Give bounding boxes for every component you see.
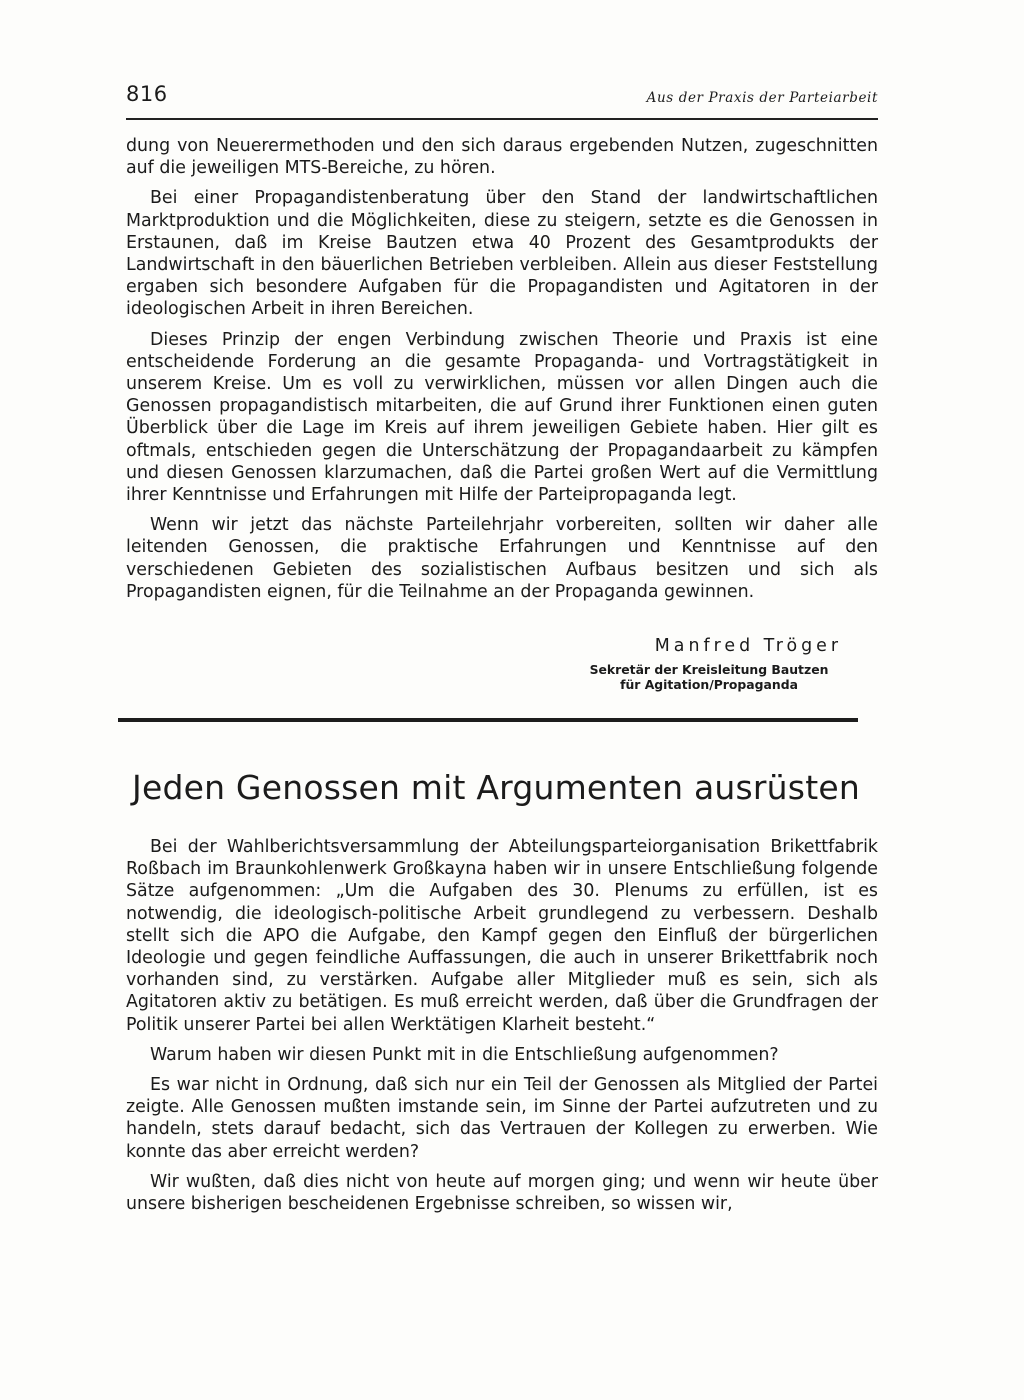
paragraph: Warum haben wir diesen Punkt mit in die Entschließung aufgenommen?: [150, 1044, 779, 1065]
paragraph: Wir wußten, daß dies nicht von heute auf morgen ging; und wenn wir heute über unsere bisherigen bescheidenen Ergebnisse schreiben, so wissen wir,: [126, 1171, 878, 1215]
paragraph: Es war nicht in Ordnung, daß sich nur ein Teil der Genossen als Mitglied der Partei zeigte. Alle Genossen mußten imstande sein, im Sinne der Partei aufzutreten und zu handeln, stets darauf bedacht, sich das Vertrauen der Kollegen zu erwerben. Wie konnte das aber erreicht werden?: [126, 1075, 878, 1162]
author-role-line: für Agitation/Propaganda: [620, 677, 798, 692]
author-signature: [560, 636, 842, 692]
article-2-title: Jeden Genossen mit Argumenten ausrüsten: [132, 768, 860, 807]
paragraph: Bei der Wahlberichtsversammlung der Abteilungsparteiorganisation Brikettfabrik Roßbach im Braunkohlenwerk Großkayna haben wir in unsere Entschließung folgende Sätze aufgenommen: „Um die Aufgaben des 30. Plenums zu erfüllen, ist es notwendig, die ideologisch-politische Arbeit grundlegend zu verbessern. Deshalb stellt sich die APO die Aufgabe, den Kampf gegen den Einfluß der bürgerlichen Ideologie und gegen feindliche Auffassungen, die auch in unserer Brikettfabrik noch vorhanden sind, zu verstärken. Aufgabe aller Mitglieder muß es sein, sich als Agitatoren aktiv zu betätigen. Es muß erreicht werden, daß über die Grundfragen der Politik unserer Partei bei allen Werktätigen Klarheit besteht.“: [126, 837, 878, 1035]
paragraph: Bei einer Propagandistenberatung über den Stand der landwirtschaftlichen Marktproduktion und die Möglichkeiten, diese zu steigern, setzte es die Genossen in Erstaunen, daß im Kreise Bautzen etwa 40 Prozent des Gesamtprodukts der Landwirtschaft in den bäuerlichen Betrieben verbleiben. Allein aus dieser Feststellung ergaben sich besondere Aufgaben für die Propagandisten und Agitatoren in der ideologischen Arbeit in ihren Bereichen.: [126, 188, 878, 320]
author-role: [560, 662, 842, 692]
article-1-body: [126, 135, 878, 611]
running-head: Aus der Praxis der Parteiarbeit: [646, 90, 878, 106]
page-number: 816: [126, 82, 168, 106]
author-name: Manfred Tröger: [654, 636, 842, 656]
header-rule: [126, 118, 878, 120]
article-2-body: [126, 836, 878, 1223]
section-divider: [118, 718, 858, 722]
paragraph: Wenn wir jetzt das nächste Parteilehrjahr vorbereiten, sollten wir daher alle leitenden Genossen, die praktische Erfahrungen und Kenntnisse auf den verschiedenen Gebieten des sozialistischen Aufbaus besitzen und sich als Propagandisten eignen, für die Teilnahme an der Propaganda gewinnen.: [126, 515, 878, 602]
paragraph: Dieses Prinzip der engen Verbindung zwischen Theorie und Praxis ist eine entscheidende Forderung an die gesamte Propaganda- und Vortragstätigkeit in unserem Kreise. Um es voll zu verwirklichen, müssen vor allen Dingen auch die Genossen propagandistisch mitarbeiten, die auf Grund ihrer Funktionen einen guten Überblick über die Lage im Kreis auf ihrem jeweiligen Gebiete haben. Hier gilt es oftmals, entschieden gegen die Unterschätzung der Propagandaarbeit zu kämpfen und diesen Genossen klarzumachen, daß die Partei großen Wert auf die Vermittlung ihrer Kenntnisse und Erfahrungen mit Hilfe der Parteipropaganda legt.: [126, 329, 878, 506]
page-header: [126, 82, 878, 116]
paragraph: dung von Neuerermethoden und den sich daraus ergebenden Nutzen, zugeschnitten auf die jeweiligen MTS-Bereiche, zu hören.: [126, 136, 878, 179]
author-role-line: Sekretär der Kreisleitung Bautzen: [589, 662, 829, 677]
